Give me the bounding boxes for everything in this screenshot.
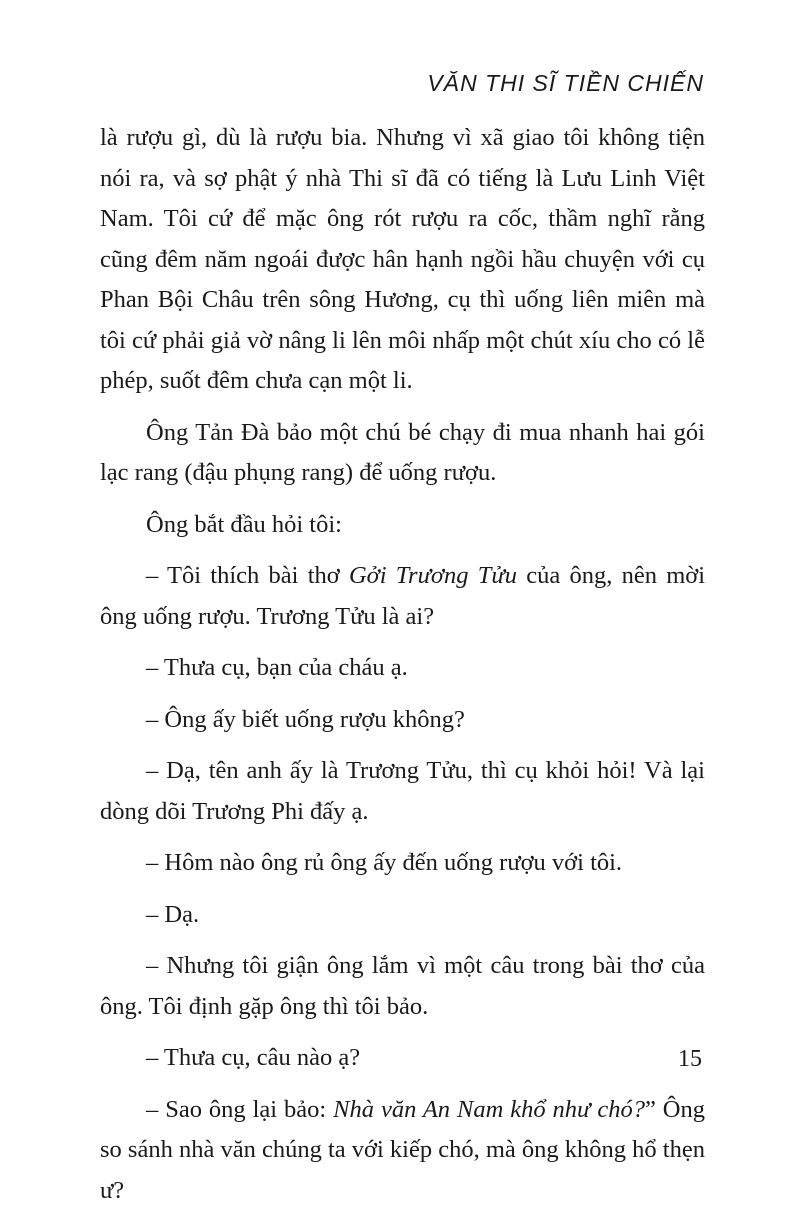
body-text [100,118,705,1222]
dialogue-line: – Hôm nào ông rủ ông ấy đến uống rượu với tôi. [146,849,623,876]
dialogue-line: – Thưa cụ, câu nào ạ? [146,1044,361,1071]
dialogue-line: – Thưa cụ, bạn của cháu ạ. [146,654,408,681]
page-number: 15 [678,1046,702,1072]
paragraph-narration: Ông bắt đầu hỏi tôi: [146,510,342,538]
dialogue-text: của ông, nên mời ông uống rượu. Trương Tửu là ai? [100,562,706,630]
quoted-verse: Nhà văn An Nam khổ như chó? [333,1095,645,1123]
dialogue-text: – Sao ông lại bảo: [146,1095,334,1123]
dialogue-line [100,556,705,637]
paragraph-continuation: là rượu gì, dù là rượu bia. Nhưng vì xã giao tôi không tiện nói ra, và sợ phật ý nhà Thi sĩ đã có tiếng là Lưu Linh Việt Nam. Tôi cứ để mặc ông rót rượu ra cốc, thầm nghĩ rằng cũng đêm năm ngoái được hân hạnh ngồi hầu chuyện với cụ Phan Bội Châu trên sông Hương, cụ thì uống liên miên mà tôi cứ phải giả vờ nâng li lên môi nhấp một chút xíu cho có lễ phép, suốt đêm chưa cạn một li. [100,124,705,394]
dialogue-line: – Ông ấy biết uống rượu không? [146,705,465,733]
dialogue-line: – Dạ, tên anh ấy là Trương Tửu, thì cụ khỏi hỏi! Và lại dòng dõi Trương Phi đấy ạ. [100,757,705,825]
dialogue-line: – Nhưng tôi giận ông lắm vì một câu trong bài thơ của ông. Tôi định gặp ông thì tôi bảo. [100,952,705,1020]
dialogue-line: – Dạ. [146,900,200,928]
dialogue-line [100,1090,705,1212]
dialogue-text: – Tôi thích bài thơ [146,562,349,589]
running-header: VĂN THI SĨ TIỀN CHIẾN [427,70,704,96]
dialogue-text: ” Ông so sánh nhà văn chúng ta với kiếp chó, mà ông không hổ thẹn ư? [100,1095,705,1204]
paragraph-narration: Ông Tản Đà bảo một chú bé chạy đi mua nhanh hai gói lạc rang (đậu phụng rang) để uống rượu. [100,418,705,486]
poem-title: Gởi Trương Tửu [348,562,517,589]
